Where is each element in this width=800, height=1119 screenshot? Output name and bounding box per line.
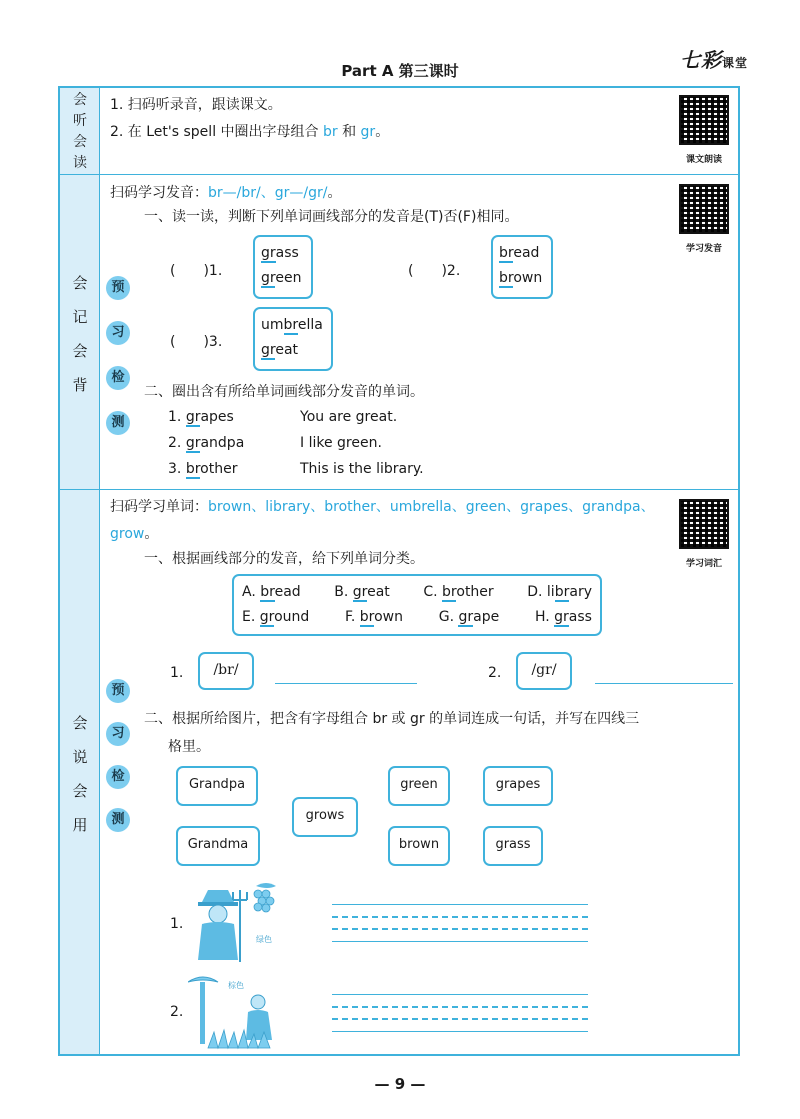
practice-badge: 习 <box>106 321 130 345</box>
option-b: B. great <box>334 584 390 600</box>
word-pair-box: umbrella great <box>253 307 333 371</box>
section2-q1-title: 一、读一读，判断下列单词画线部分的发音是(T)否(F)相同。 <box>144 209 519 225</box>
word-item: 1. grapes <box>168 409 234 425</box>
content-frame <box>58 86 740 1056</box>
word-pair-box: bread brown <box>491 235 553 299</box>
option-f: F. brown <box>345 609 403 625</box>
sentence-item[interactable]: You are great. <box>300 409 398 425</box>
qr-code[interactable] <box>679 95 729 145</box>
sentence-item[interactable]: I like green. <box>300 435 382 451</box>
option-e: E. ground <box>242 609 310 625</box>
word-pair-box: grass green <box>253 235 313 299</box>
practice-badge: 测 <box>106 411 130 435</box>
option-d: D. library <box>527 584 592 600</box>
section1-label: 会 听 会 读 <box>73 92 87 171</box>
writing-line[interactable] <box>332 928 588 930</box>
option-g: G. grape <box>438 609 500 625</box>
section3-scan-text-cont: grow。 <box>110 526 159 542</box>
writing-line[interactable] <box>332 941 588 942</box>
word-card-green[interactable]: green <box>388 766 450 806</box>
brand-logo: 七彩课堂 <box>679 48 748 72</box>
page-title: Part A 第三课时 <box>341 62 459 80</box>
qr-code[interactable] <box>679 184 729 234</box>
farmer-grapes-illustration <box>188 880 283 965</box>
section-divider <box>60 489 738 490</box>
practice-badge: 检 <box>106 765 130 789</box>
section1-line1: 1. 扫码听录音，跟读课文。 <box>110 97 282 113</box>
writing-line[interactable] <box>332 994 588 995</box>
word-item: 2. grandpa <box>168 435 245 451</box>
word-card-grandma[interactable]: Grandma <box>176 826 260 866</box>
practice-badge: 测 <box>106 808 130 832</box>
phonetic-box: /gr/ <box>516 652 572 690</box>
word-item: 3. brother <box>168 461 238 477</box>
section3-label: 会 说 会 用 <box>72 714 88 834</box>
writing-line[interactable] <box>332 1006 588 1008</box>
section3-q2-title: 二、根据所给图片，把含有字母组合 br 或 gr 的单词连成一句话，并写在四线三 <box>144 711 640 727</box>
word-options-box <box>232 574 602 636</box>
answer-line[interactable] <box>275 683 417 684</box>
sentence-item[interactable]: This is the library. <box>300 461 424 477</box>
practice-badge: 预 <box>106 679 130 703</box>
qr-caption: 学习发音 <box>685 244 722 254</box>
left-label-column <box>60 88 100 1054</box>
option-h: H. grass <box>534 609 592 625</box>
sort-number: 2. <box>488 665 502 681</box>
section-divider <box>60 174 738 175</box>
section3-scan-text: 扫码学习单词：brown、library、brother、umbrella、green、grapes、grandpa、 <box>110 499 655 515</box>
word-card-grandpa[interactable]: Grandpa <box>176 766 258 806</box>
practice-badge: 预 <box>106 276 130 300</box>
qr-caption: 课文朗读 <box>685 155 722 165</box>
answer-blank[interactable]: ( )3. <box>170 334 223 350</box>
writing-line[interactable] <box>332 1018 588 1020</box>
section2-label: 会 记 会 背 <box>72 274 88 394</box>
picture-number: 2. <box>170 1004 184 1020</box>
word-card-brown[interactable]: brown <box>388 826 450 866</box>
word-card-grows[interactable]: grows <box>292 797 358 837</box>
answer-blank[interactable]: ( )1. <box>170 263 223 279</box>
picture-number: 1. <box>170 916 184 932</box>
picture-hint: 绿色 <box>256 935 272 944</box>
column-divider <box>99 88 100 1054</box>
writing-line[interactable] <box>332 916 588 918</box>
answer-line[interactable] <box>595 683 733 684</box>
word-card-grapes[interactable]: grapes <box>483 766 553 806</box>
option-a: A. bread <box>242 584 301 600</box>
phonetic-box: /br/ <box>198 652 254 690</box>
section2-scan-text: 扫码学习发音：br—/br/、gr—/gr/。 <box>110 185 342 201</box>
sort-number: 1. <box>170 665 184 681</box>
page-number: — 9 — <box>374 1075 426 1093</box>
word-card-grass[interactable]: grass <box>483 826 543 866</box>
writing-line[interactable] <box>332 1031 588 1032</box>
qr-code[interactable] <box>679 499 729 549</box>
practice-badge: 检 <box>106 366 130 390</box>
option-c: C. brother <box>423 584 494 600</box>
qr-caption: 学习词汇 <box>685 559 722 569</box>
answer-blank[interactable]: ( )2. <box>408 263 461 279</box>
section2-q2-title: 二、圈出含有所给单词画线部分发音的单词。 <box>144 384 424 400</box>
section1-line2: 2. 在 Let's spell 中圈出字母组合 br 和 gr。 <box>110 124 390 140</box>
section3-q2-title-cont: 格里。 <box>168 739 210 755</box>
picture-hint: 棕色 <box>228 981 244 990</box>
practice-badge: 习 <box>106 722 130 746</box>
writing-line[interactable] <box>332 904 588 905</box>
section3-q1-title: 一、根据画线部分的发音，给下列单词分类。 <box>144 551 424 567</box>
